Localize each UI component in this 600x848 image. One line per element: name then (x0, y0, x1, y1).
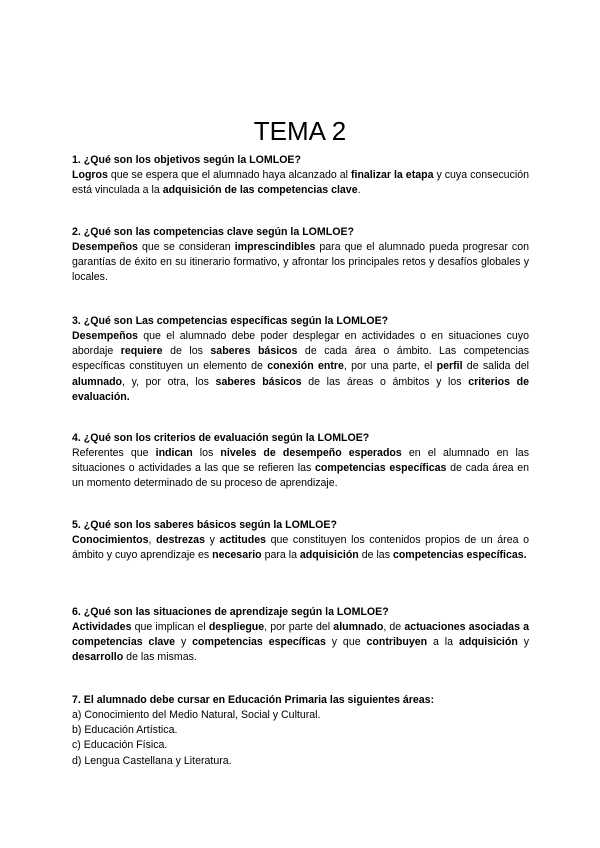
question-heading: 7. El alumnado debe cursar en Educación Primaria las siguientes áreas: (72, 694, 435, 706)
bold-text-run: alumnado (333, 621, 384, 633)
text-run: los (192, 447, 221, 459)
bold-text-run: saberes básicos (215, 375, 302, 388)
bold-text-run: Desempeños (72, 241, 138, 253)
text-run: Referentes que (72, 447, 156, 459)
list-item: b) Educación Artística. (72, 724, 178, 737)
bold-text-run: destrezas (156, 534, 205, 546)
text-run: que se consideran (137, 241, 235, 253)
text-run: para que el alumnado pueda progresar con garantías de éxito en su itinerario formativo, y afrontar los principales retos y desafíos globales y locales. (72, 241, 529, 284)
answer-paragraph (72, 329, 529, 405)
text-run: y que (325, 636, 367, 649)
text-run: que el alumnado debe poder desplegar en actividades o en situaciones cuyo abordaje (72, 330, 529, 358)
text-run: en el alumnado en las situaciones o actividades a las que se refieren las (72, 447, 529, 475)
text-run: de las áreas o ámbitos y los (301, 375, 469, 388)
answer-paragraph (72, 168, 529, 198)
question-block-1 (72, 153, 529, 198)
text-run: a la (427, 636, 459, 649)
bold-text-run: adquisición (458, 636, 518, 649)
bold-text-run: adquisición de las competencias clave (162, 184, 358, 197)
bold-text-run: despliegue (208, 621, 265, 633)
question-heading: 3. ¿Qué son Las competencias específicas según la LOMLOE? (72, 315, 389, 327)
bold-text-run: Desempeños (72, 330, 138, 342)
bold-text-run: requiere (120, 345, 163, 358)
text-run: y (517, 636, 530, 649)
question-block-4 (72, 431, 529, 492)
bold-text-run: perfil (436, 360, 463, 373)
text-run: que se espera que el alumnado haya alcanzado al (107, 169, 351, 181)
bold-text-run: saberes básicos (210, 345, 298, 358)
text-run: de cada área en un momento determinado de su proceso de aprendizaje. (72, 462, 529, 490)
list-item: d) Lengua Castellana y Literatura. (72, 754, 232, 767)
question-heading: 5. ¿Qué son los saberes básicos según la LOMLOE? (72, 519, 337, 531)
question-block-2 (72, 225, 529, 286)
bold-text-run: indican (155, 447, 193, 459)
question-block-5 (72, 518, 529, 563)
bold-text-run: desarrollo (72, 651, 124, 664)
bold-text-run: competencias específicas (192, 636, 326, 649)
bold-text-run: competencias específicas (314, 462, 447, 475)
page-title: TEMA 2 (253, 116, 347, 146)
text-run: de las mismas. (123, 651, 197, 664)
bold-text-run: actuaciones asociadas a competencias clave (72, 621, 529, 649)
question-heading: 6. ¿Qué son las situaciones de aprendizaje según la LOMLOE? (72, 606, 389, 618)
bold-text-run: finalizar la etapa (350, 169, 434, 181)
text-run: y cuya consecución está vinculada a la (72, 169, 529, 197)
text-run: , por una parte, el (343, 360, 437, 373)
bold-text-run: niveles de desempeño esperados (220, 447, 402, 459)
text-run: y (204, 534, 220, 546)
text-run: , (148, 534, 157, 546)
bold-text-run: imprescindibles (234, 241, 316, 253)
question-heading: 1. ¿Qué son los objetivos según la LOMLOE? (72, 154, 301, 166)
bold-text-run: alumnado (72, 375, 123, 388)
text-run: de cada área o ámbito. Las competencias específicas constituyen un elemento de (72, 345, 529, 373)
list-item: c) Educación Física. (72, 739, 168, 752)
text-run: que implican el (131, 621, 209, 633)
text-run: , por parte del (264, 621, 334, 633)
question-block-6 (72, 605, 529, 666)
bold-text-run: necesario (212, 549, 262, 562)
answer-paragraph (72, 620, 529, 666)
text-run: de las (358, 549, 393, 562)
bold-text-run: criterios de evaluación. (72, 375, 529, 403)
bold-text-run: Conocimientos (72, 534, 149, 546)
areas-list (72, 708, 529, 769)
text-run: que constituyen los contenidos propios de un área o ámbito y cuyo aprendizaje es (72, 534, 529, 562)
text-run: de los (162, 345, 211, 358)
bold-text-run: Actividades (72, 621, 132, 633)
answer-paragraph (72, 446, 529, 492)
question-block-7 (72, 693, 529, 769)
bold-text-run: Logros (72, 169, 108, 181)
bold-text-run: actitudes (219, 534, 267, 546)
text-run: de salida del (462, 360, 529, 373)
bold-text-run: conexión entre (267, 360, 344, 373)
bold-text-run: contribuyen (366, 636, 428, 649)
list-item: a) Conocimiento del Medio Natural, Social y Cultural. (72, 709, 321, 721)
text-run: para la (261, 549, 300, 562)
question-heading: 2. ¿Qué son las competencias clave según la LOMLOE? (72, 226, 354, 238)
text-run: , y, por otra, los (122, 375, 216, 388)
text-run: y (175, 636, 193, 649)
answer-paragraph (72, 240, 529, 286)
bold-text-run: competencias específicas. (392, 549, 527, 562)
text-run: . (357, 184, 361, 197)
answer-paragraph (72, 533, 529, 563)
text-run: , de (383, 621, 405, 633)
question-block-3 (72, 314, 529, 405)
bold-text-run: adquisición (299, 549, 359, 562)
question-heading: 4. ¿Qué son los criterios de evaluación según la LOMLOE? (72, 432, 370, 444)
